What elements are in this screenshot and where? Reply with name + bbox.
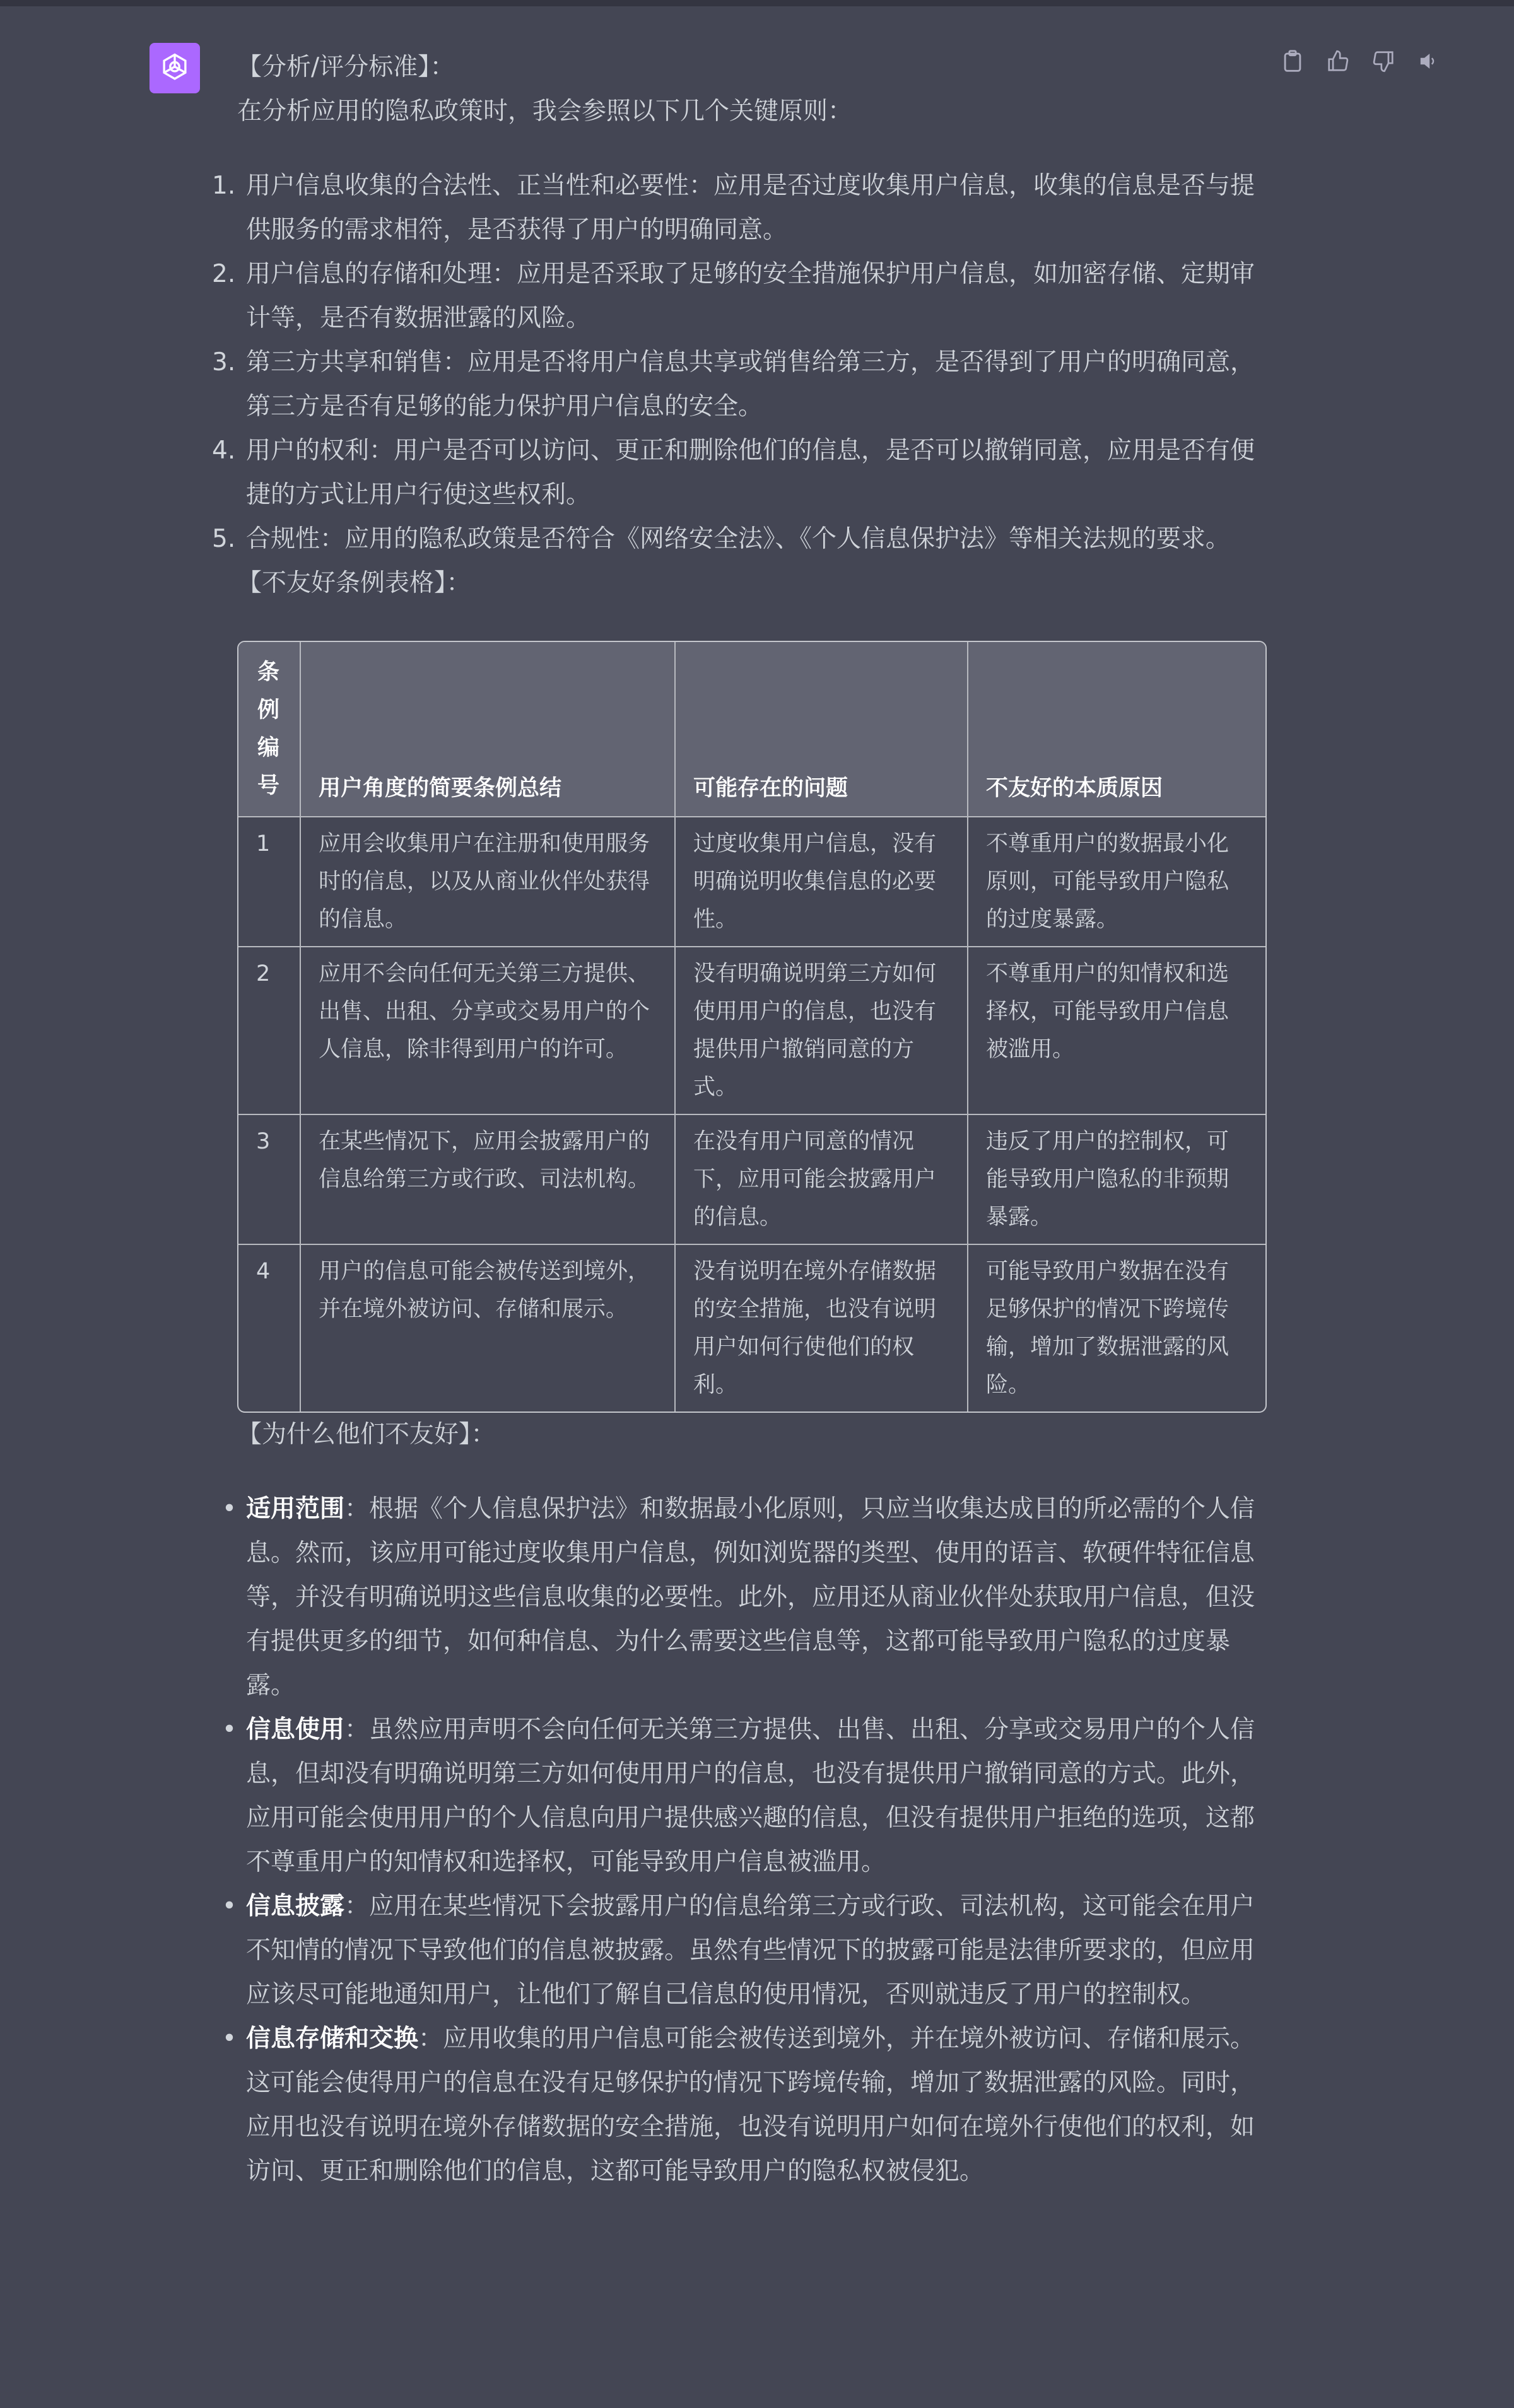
criteria-text: 第三方共享和销售：应用是否将用户信息共享或销售给第三方，是否得到了用户的明确同意，第三方是否有足够的能力保护用户信息的安全。 — [246, 348, 1255, 421]
table-cell: 不尊重用户的数据最小化原则，可能导致用户隐私的过度暴露。 — [968, 817, 1265, 947]
copy-button[interactable] — [1281, 49, 1305, 73]
criteria-item — [212, 252, 1265, 341]
reason-item — [212, 1487, 1265, 1708]
reasons-list — [212, 1487, 1265, 2194]
reason-item — [212, 1708, 1265, 1885]
reason-title: 信息披露 — [246, 1892, 345, 1920]
reason-item — [212, 2017, 1265, 2194]
reason-text: ：应用在某些情况下会披露用户的信息给第三方或行政、司法机构，这可能会在用户不知情的情况下导致他们的信息被披露。虽然有些情况下的披露可能是法律所要求的，但应用应该尽可能地通知用户，让他们了解自己信息的使用情况，否则就违反了用户的控制权。 — [246, 1892, 1255, 2009]
table-row — [238, 817, 1265, 947]
column-header-summary: 用户角度的简要条例总结 — [300, 642, 675, 817]
table-heading: 【不友好条例表格】： — [237, 569, 471, 597]
top-divider — [0, 0, 1514, 6]
table-header-row — [238, 642, 1265, 817]
criteria-number: 5. — [212, 525, 236, 553]
criteria-number: 3. — [212, 348, 236, 377]
criteria-text: 用户信息收集的合法性、正当性和必要性：应用是否过度收集用户信息，收集的信息是否与提供服务的需求相符，是否获得了用户的明确同意。 — [246, 172, 1255, 244]
analysis-heading: 【分析/评分标准】： — [237, 53, 455, 81]
reason-title: 信息使用 — [246, 1715, 345, 1744]
criteria-item — [212, 341, 1265, 429]
column-header-number: 条例编号 — [238, 642, 300, 817]
clauses-table — [237, 641, 1267, 1413]
reason-title: 适用范围 — [246, 1495, 345, 1523]
table-cell: 2 — [238, 947, 300, 1114]
read-aloud-button[interactable] — [1417, 49, 1441, 73]
criteria-number: 4. — [212, 436, 236, 465]
table-cell: 1 — [238, 817, 300, 947]
criteria-list — [212, 164, 1265, 561]
thumbs-down-icon — [1371, 49, 1395, 73]
reason-text: ：应用收集的用户信息可能会被传送到境外，并在境外被访问、存储和展示。这可能会使得用户的信息在没有足够保护的情况下跨境传输，增加了数据泄露的风险。同时，应用也没有说明在境外存储数据的安全措施，也没有说明用户如何在境外行使他们的权利，如访问、更正和删除他们的信息，这都可能导致用户的隐私权被侵犯。 — [246, 2025, 1255, 2185]
thumbs-up-icon — [1326, 49, 1350, 73]
table-cell: 应用会收集用户在注册和使用服务时的信息，以及从商业伙伴处获得的信息。 — [300, 817, 675, 947]
criteria-number: 2. — [212, 260, 236, 288]
table-cell: 4 — [238, 1244, 300, 1411]
table-row — [238, 947, 1265, 1114]
bullet: • — [222, 1495, 237, 1523]
criteria-text: 用户的权利：用户是否可以访问、更正和删除他们的信息，是否可以撤销同意，应用是否有便捷的方式让用户行使这些权利。 — [246, 436, 1255, 509]
table-cell: 过度收集用户信息，没有明确说明收集信息的必要性。 — [675, 817, 968, 947]
reason-text: ：根据《个人信息保护法》和数据最小化原则，只应当收集达成目的所必需的个人信息。然而，该应用可能过度收集用户信息，例如浏览器的类型、使用的语言、软硬件特征信息等，并没有明确说明这些信息收集的必要性。此外，应用还从商业伙伴处获取用户信息，但没有提供更多的细节，如何种信息、为什么需要这些信息等，这都可能导致用户隐私的过度暴露。 — [246, 1495, 1255, 1700]
table-cell: 用户的信息可能会被传送到境外，并在境外被访问、存储和展示。 — [300, 1244, 675, 1411]
table-row — [238, 1244, 1265, 1411]
table-cell: 在某些情况下，应用会披露用户的信息给第三方或行政、司法机构。 — [300, 1114, 675, 1244]
table-cell: 不尊重用户的知情权和选择权，可能导致用户信息被滥用。 — [968, 947, 1265, 1114]
table-cell: 没有说明在境外存储数据的安全措施，也没有说明用户如何行使他们的权利。 — [675, 1244, 968, 1411]
assistant-avatar — [150, 43, 200, 93]
speaker-icon — [1419, 51, 1439, 71]
reason-text: ：虽然应用声明不会向任何无关第三方提供、出售、出租、分享或交易用户的个人信息，但却没有明确说明第三方如何使用用户的信息，也没有提供用户撤销同意的方式。此外，应用可能会使用用户的个人信息向用户提供感兴趣的信息，但没有提供用户拒绝的选项，这都不尊重用户的知情权和选择权，可能导致用户信息被滥用。 — [246, 1715, 1255, 1876]
reason-title: 信息存储和交换 — [246, 2025, 419, 2053]
copy-icon — [1282, 49, 1303, 73]
table-cell: 可能导致用户数据在没有足够保护的情况下跨境传输，增加了数据泄露的风险。 — [968, 1244, 1265, 1411]
table-cell: 违反了用户的控制权，可能导致用户隐私的非预期暴露。 — [968, 1114, 1265, 1244]
column-header-issues: 可能存在的问题 — [675, 642, 968, 817]
table-row — [238, 1114, 1265, 1244]
bullet: • — [222, 1715, 237, 1744]
why-heading: 【为什么他们不友好】： — [237, 1420, 496, 1449]
openai-logo-icon — [158, 51, 192, 85]
reason-item — [212, 1885, 1265, 2017]
criteria-text: 合规性：应用的隐私政策是否符合《网络安全法》、《个人信息保护法》等相关法规的要求。 — [246, 525, 1231, 553]
bullet: • — [222, 1892, 237, 1920]
thumbs-down-button[interactable] — [1371, 49, 1395, 73]
table-cell: 没有明确说明第三方如何使用用户的信息，也没有提供用户撤销同意的方式。 — [675, 947, 968, 1114]
criteria-item — [212, 429, 1265, 517]
intro-text: 在分析应用的隐私政策时，我会参照以下几个关键原则： — [237, 97, 853, 126]
column-header-reason: 不友好的本质原因 — [968, 642, 1265, 817]
message-actions — [1281, 49, 1441, 73]
bullet: • — [222, 2025, 237, 2053]
table-cell: 3 — [238, 1114, 300, 1244]
thumbs-up-button[interactable] — [1326, 49, 1350, 73]
assistant-message — [212, 45, 1265, 2194]
criteria-item — [212, 164, 1265, 252]
criteria-item — [212, 517, 1265, 561]
table-cell: 在没有用户同意的情况下，应用可能会披露用户的信息。 — [675, 1114, 968, 1244]
criteria-number: 1. — [212, 172, 236, 200]
table-cell: 应用不会向任何无关第三方提供、出售、出租、分享或交易用户的个人信息，除非得到用户的许可。 — [300, 947, 675, 1114]
criteria-text: 用户信息的存储和处理：应用是否采取了足够的安全措施保护用户信息，如加密存储、定期审计等，是否有数据泄露的风险。 — [246, 260, 1255, 332]
